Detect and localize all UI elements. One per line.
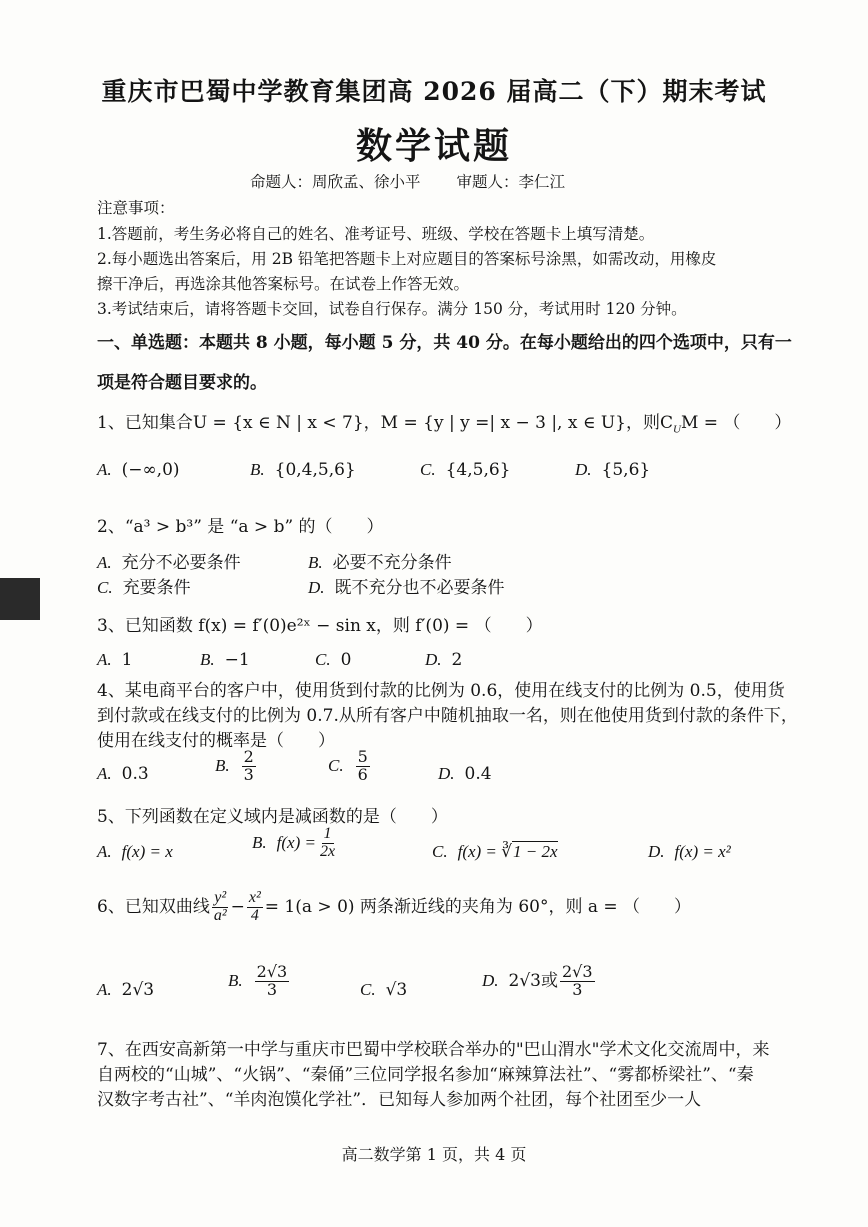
section-heading-line-1: 一、单选题：本题共 8 小题，每小题 5 分，共 40 分。在每小题给出的四个选项中，只有一	[97, 333, 792, 353]
q2-a-value: 充分不必要条件	[121, 553, 241, 573]
q6-d-num: 2√3	[562, 962, 593, 981]
q1-a-letter: A.	[97, 460, 112, 479]
q6-a-letter: A.	[97, 980, 112, 999]
q6-fraction-1	[212, 890, 229, 925]
question-1-text: 1、已知集合U = {x ∈ N | x < 7}，M = {y | y =| x − 3 |, x ∈ U}，则C	[97, 413, 673, 433]
q4-b-fraction	[242, 749, 256, 784]
q2-option-a[interactable]	[97, 548, 241, 573]
q2-b-value: 必要不充分条件	[332, 553, 452, 573]
q5-c-radicand: 1 − 2x	[513, 842, 558, 861]
q1-d-letter: D.	[575, 460, 592, 479]
q4-c-den: 6	[357, 764, 368, 784]
question-6	[97, 890, 691, 925]
q1-c-value: {4,5,6}	[445, 460, 511, 480]
q2-option-c[interactable]	[97, 573, 191, 598]
q3-d-value: 2	[451, 650, 463, 670]
q6-post: = 1(a > 0) 两条渐近线的夹角为 60°，则 a = （ ）	[264, 896, 692, 917]
question-1	[97, 408, 791, 435]
exam-title: 重庆市巴蜀中学教育集团高 2026 届高二（下）期末考试	[101, 77, 767, 106]
q4-c-fraction	[356, 749, 370, 784]
setter-label: 命题人：周欣孟、徐小平	[250, 173, 421, 191]
q4-b-num: 2	[243, 747, 254, 766]
q2-d-value: 既不充分也不必要条件	[334, 578, 505, 598]
q6-option-c[interactable]	[360, 980, 407, 1000]
question-4-line-1: 4、某电商平台的客户中，使用货到付款的比例为 0.6，使用在线支付的比例为 0.5，使用货	[97, 681, 785, 701]
q3-b-value: −1	[224, 650, 250, 670]
q1-option-a[interactable]	[97, 460, 180, 480]
question-5: 5、下列函数在定义域内是减函数的是（ ）	[97, 807, 448, 827]
question-1-tail: M = （ ）	[680, 413, 792, 433]
reviewer-label: 审题人：李仁江	[456, 173, 566, 191]
q6-f1-den: a²	[213, 906, 227, 924]
q6-b-den: 3	[266, 979, 278, 999]
q6-c-value: √3	[385, 980, 408, 1000]
q1-option-b[interactable]	[250, 460, 356, 480]
q4-option-c[interactable]	[328, 749, 372, 784]
q5-b-den: 2x	[319, 842, 336, 860]
q4-a-value: 0.3	[121, 764, 149, 784]
q5-d-value: f(x) = x²	[674, 842, 731, 861]
q1-b-letter: B.	[250, 460, 265, 479]
q6-f1-num: y²	[214, 889, 227, 906]
q1-option-c[interactable]	[420, 460, 510, 480]
note-3: 3.考试结束后，请将答题卡交回，试卷自行保存。满分 150 分，考试用时 120 分钟。	[97, 300, 687, 318]
exam-subtitle: 数学试题	[355, 125, 512, 167]
q4-option-a[interactable]	[97, 764, 149, 784]
q1-option-d[interactable]	[575, 460, 650, 480]
q5-option-d[interactable]	[648, 842, 731, 862]
q6-d-fraction	[560, 964, 595, 999]
scan-margin-mark	[0, 578, 40, 620]
q2-option-b[interactable]	[308, 548, 452, 573]
question-3: 3、已知函数 f(x) = f′(0)e²ˣ − sin x，则 f′(0) = （ ）	[97, 616, 543, 636]
q6-minus: −	[230, 896, 245, 917]
q4-a-letter: A.	[97, 764, 112, 783]
q4-b-letter: B.	[215, 755, 230, 775]
q6-option-a[interactable]	[97, 980, 154, 1000]
question-1-sub: U	[673, 423, 681, 436]
q6-pre: 6、已知双曲线	[97, 896, 210, 917]
q3-option-a[interactable]	[97, 650, 132, 670]
q1-d-value: {5,6}	[601, 460, 651, 480]
q3-a-value: 1	[121, 650, 133, 670]
q6-option-b[interactable]	[228, 964, 291, 999]
q6-b-fraction	[255, 964, 290, 999]
q5-c-pre: f(x) = ∛	[457, 842, 512, 861]
q4-option-d[interactable]	[438, 764, 492, 784]
notes-heading: 注意事项：	[97, 199, 175, 217]
q5-option-c[interactable]	[432, 842, 558, 862]
q6-d-letter: D.	[482, 970, 499, 990]
q3-c-letter: C.	[315, 650, 331, 669]
page-footer: 高二数学第 1 页，共 4 页	[341, 1145, 527, 1164]
q5-b-pre: f(x) =	[276, 832, 316, 852]
q2-option-d[interactable]	[308, 573, 505, 598]
q4-option-b[interactable]	[215, 749, 258, 784]
q1-b-value: {0,4,5,6}	[274, 460, 356, 480]
question-4-line-2: 到付款或在线支付的比例为 0.7.从所有客户中随机抽取一名，则在他使用货到付款的条件下，	[97, 706, 798, 726]
q1-a-value: (−∞,0)	[121, 460, 180, 480]
q6-option-d[interactable]	[482, 964, 597, 999]
q6-f2-num: x²	[248, 889, 261, 906]
authors-line	[250, 170, 601, 192]
q6-c-letter: C.	[360, 980, 376, 999]
section-heading-line-2: 项是符合题目要求的。	[97, 373, 267, 393]
q2-b-letter: B.	[308, 553, 323, 572]
q2-d-letter: D.	[308, 578, 325, 597]
q3-option-b[interactable]	[200, 650, 250, 670]
question-7-line-3: 汉数字考古社”、“羊肉泡馍化学社”．已知每人参加两个社团，每个社团至少一人	[97, 1090, 702, 1110]
q3-option-d[interactable]	[425, 650, 462, 670]
q5-b-num: 1	[323, 825, 332, 842]
q4-d-letter: D.	[438, 764, 455, 783]
q1-c-letter: C.	[420, 460, 436, 479]
q5-d-letter: D.	[648, 842, 665, 861]
q6-fraction-2	[247, 890, 263, 925]
q2-c-value: 充要条件	[122, 578, 191, 598]
q3-c-value: 0	[340, 650, 352, 670]
q5-option-b[interactable]	[252, 826, 339, 861]
q5-a-letter: A.	[97, 842, 112, 861]
question-2: 2、“a³ > b³” 是 “a > b” 的（ ）	[97, 517, 384, 537]
q3-b-letter: B.	[200, 650, 215, 669]
q2-c-letter: C.	[97, 578, 113, 597]
q4-c-letter: C.	[328, 755, 344, 775]
q5-a-value: f(x) = x	[121, 842, 173, 861]
q6-f2-den: 4	[250, 906, 259, 924]
q6-d-den: 3	[572, 979, 583, 999]
q4-b-den: 3	[243, 764, 254, 784]
note-2-line-1: 2.每小题选出答案后，用 2B 铅笔把答题卡上对应题目的答案标号涂黑，如需改动，用橡皮	[97, 250, 717, 268]
q3-a-letter: A.	[97, 650, 112, 669]
q6-d-pre: 2√3或	[508, 970, 558, 991]
q3-d-letter: D.	[425, 650, 442, 669]
note-1: 1.答题前，考生务必将自己的姓名、准考证号、班级、学校在答题卡上填写清楚。	[97, 225, 655, 243]
q4-d-value: 0.4	[464, 764, 492, 784]
q2-a-letter: A.	[97, 553, 112, 572]
q3-option-c[interactable]	[315, 650, 351, 670]
question-4-line-3: 使用在线支付的概率是（ ）	[97, 731, 335, 751]
q4-c-num: 5	[357, 747, 368, 766]
q5-b-letter: B.	[252, 832, 267, 852]
question-7-line-2: 自两校的“山城”、“火锅”、“秦俑”三位同学报名参加“麻辣算法社”、“雾都桥梁社”、“秦	[97, 1065, 754, 1085]
q5-option-a[interactable]	[97, 842, 173, 862]
q6-b-letter: B.	[228, 970, 243, 990]
question-7-line-1: 7、在西安高新第一中学与重庆市巴蜀中学校联合举办的"巴山渭水"学术文化交流周中，来	[97, 1040, 770, 1060]
q6-a-value: 2√3	[121, 980, 155, 1000]
q5-c-letter: C.	[432, 842, 448, 861]
q6-b-num: 2√3	[256, 962, 288, 981]
q5-b-fraction	[318, 826, 337, 861]
note-2-line-2: 擦干净后，再选涂其他答案标号。在试卷上作答无效。	[97, 275, 470, 293]
